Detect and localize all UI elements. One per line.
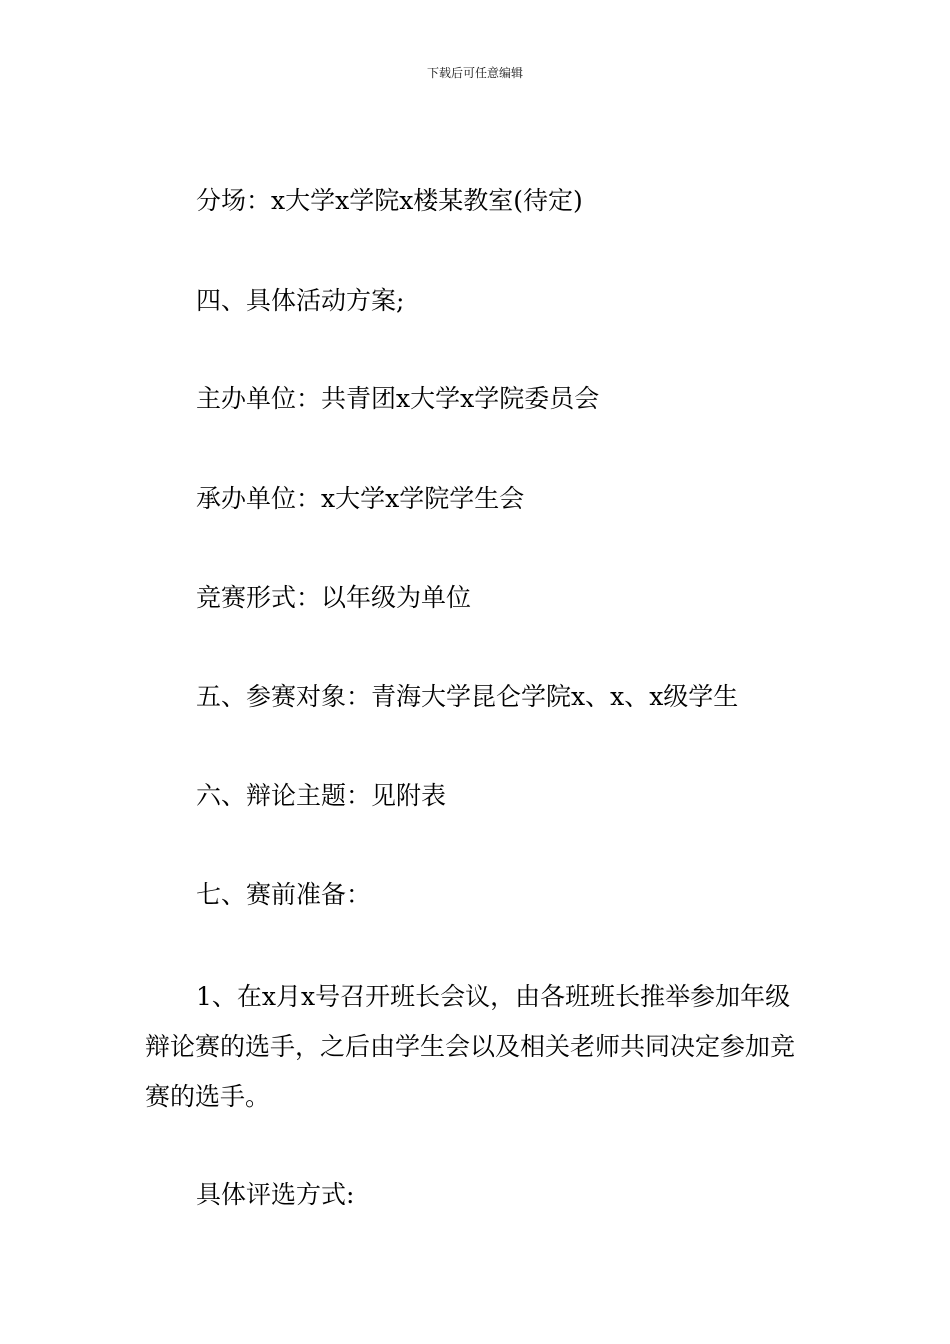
paragraph-organizer: 主办单位：共青团x大学x学院委员会: [196, 384, 600, 413]
heading-debate-topic: 六、辩论主题：见附表: [196, 781, 447, 810]
paragraph-venue: 分场：x大学x学院x楼某教室(待定): [196, 186, 583, 215]
page-header: 下载后可任意编辑: [426, 66, 523, 80]
heading-participants: 五、参赛对象：青海大学昆仑学院x、x、x级学生: [196, 682, 739, 711]
paragraph-competition-format: 竞赛形式：以年级为单位: [196, 583, 472, 612]
paragraph-selection-method: 具体评选方式:: [196, 1180, 355, 1209]
paragraph-host: 承办单位：x大学x学院学生会: [196, 484, 525, 513]
paragraph-selection-meeting: 1、在x月x号召开班长会议，由各班班长推举参加年级辩论赛的选手，之后由学生会以及相关老师共同决定参加竞赛的选手。: [145, 982, 796, 1111]
heading-preparation: 七、赛前准备：: [196, 880, 372, 909]
heading-activity-plan: 四、具体活动方案;: [196, 286, 405, 315]
